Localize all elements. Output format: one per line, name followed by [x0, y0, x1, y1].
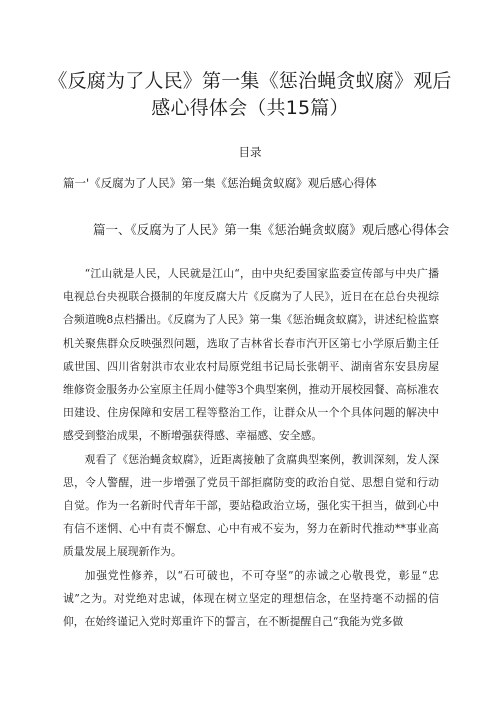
- body-text: [63, 262, 439, 633]
- paragraph: 观看了《惩治蝇贪蚁腐》，近距离接触了贪腐典型案例，教训深刻，发人深思，令人警醒，进一步增强了党员干部拒腐防变的政治自觉、思想自觉和行动自觉。作为一名新时代青年干部，要站稳政治立场，强化实干担当，做到心中有信不迷惘、心中有责不懈怠、心中有戒不妄为，努力在新时代推动**事业高质量发展上展现新作为。: [63, 452, 439, 559]
- section-heading: 篇一、《反腐为了人民》第一集《惩治蝇贪蚁腐》观后感心得体会: [93, 222, 450, 237]
- document-title: 《反腐为了人民》第一集《惩治蝇贪蚁腐》观后感心得体会（共15篇）: [48, 70, 452, 119]
- paragraph: 加强党性修养，以“石可破也，不可夺坚”的赤诚之心敬畏党，彰显“忠诚”之为。对党绝对忠诚，体现在树立坚定的理想信念，在坚持毫不动摇的信仰，在始终谨记入党时郑重许下的誓言，在不断提醒自己“我能为党多做: [63, 568, 439, 629]
- toc-heading: 目录: [238, 145, 262, 159]
- toc-item[interactable]: 篇一'《反腐为了人民》第一集《惩治蝇贪蚁腐》观后感心得体: [63, 176, 377, 190]
- paragraph: “江山就是人民，人民就是江山“，由中央纪委国家监委宣传部与中央广播电视总台央视联合摄制的年度反腐大片《反腐为了人民》，近日在在总台央视综合频道晚8点档播出。《反腐为了人民》第一集《惩治蝇贪蚁腐》，讲述纪检监察机关聚焦群众反映强烈问题，选取了吉林省长春市汽开区第七小学原后勤主任戚世国、四川省射洪市农业农村局原党组书记局长张朝平、湖南省东安县房屋维修资金服务办公室原主任周小健等3个典型案例，推动开展校园餐、高标准农田建设、住房保障和安居工程等整治工作，让群众从一个个具体问题的解决中感受到整治成果，不断增强获得感、幸福感、安全感。: [63, 267, 439, 443]
